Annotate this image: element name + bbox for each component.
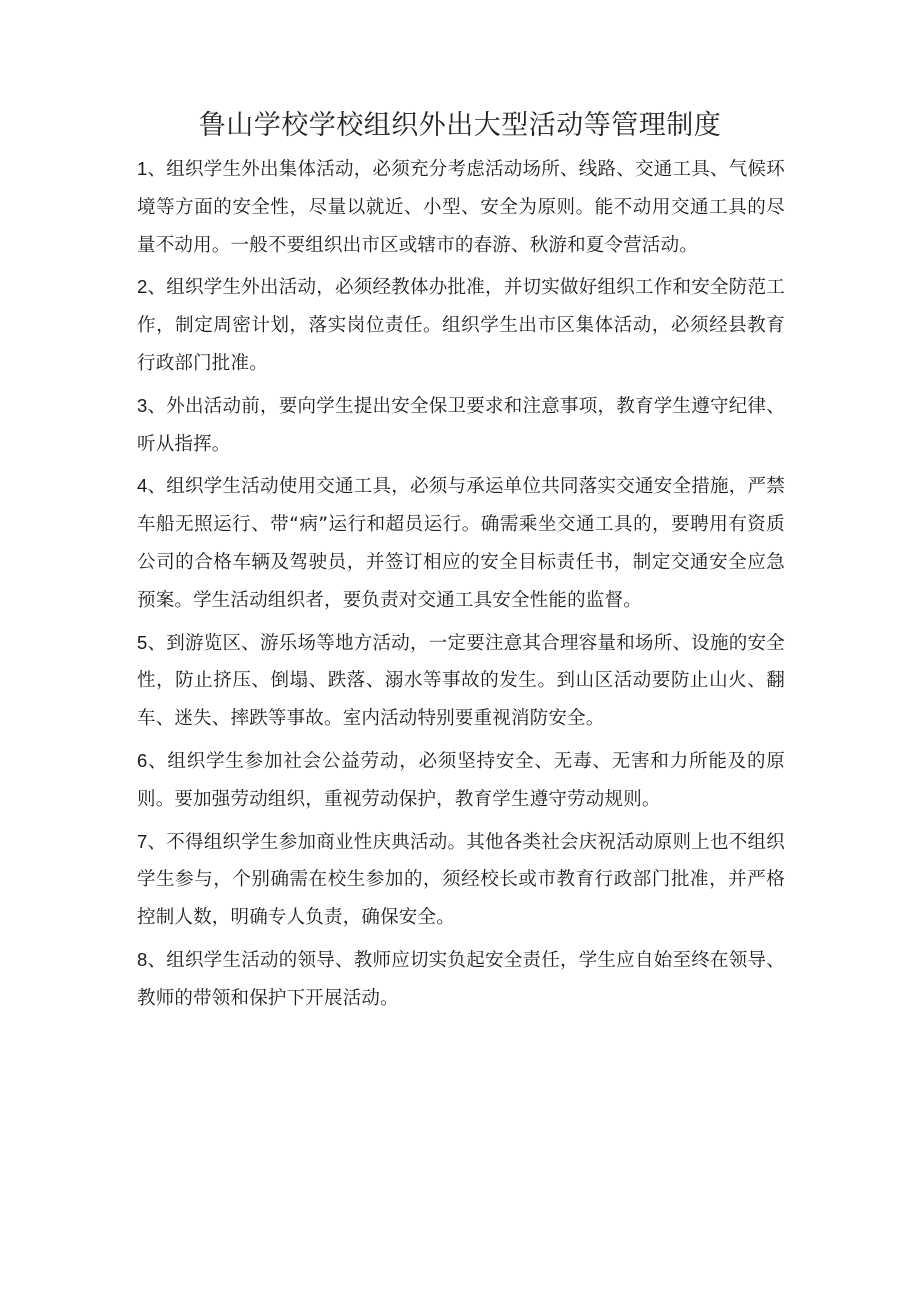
rule-text: 、到游览区、游乐场等地方活动，一定要注意其合理容量和场所、设施的安全性，防止挤压、倒塌、跌落、溺水等事故的发生。到山区活动要防止山火、翻车、迷失、摔跌等事故。室内活动特别要重视消防安全。 <box>137 632 785 730</box>
rule-text: 、外出活动前，要向学生提出安全保卫要求和注意事项，教育学生遵守纪律、听从指挥。 <box>137 395 785 455</box>
rule-text: 、组织学生活动使用交通工具，必须与承运单位共同落实交通安全措施，严禁车船无照运行、带“病”运行和超员运行。确需乘坐交通工具的，要聘用有资质公司的合格车辆及驾驶员，并签订相应的安全目标责任书，制定交通安全应急预案。学生活动组织者，要负责对交通工具安全性能的监督。 <box>137 476 785 611</box>
rule-item-7 <box>137 823 785 937</box>
rule-item-8 <box>137 941 785 1018</box>
document-body <box>137 150 785 1022</box>
rule-text: 、组织学生参加社会公益劳动，必须坚持安全、无毒、无害和力所能及的原则。要加强劳动组织，重视劳动保护，教育学生遵守劳动规则。 <box>137 750 785 810</box>
rule-number: 3 <box>137 394 148 416</box>
rule-number: 8 <box>137 948 148 970</box>
rule-number: 7 <box>137 830 148 852</box>
rule-number: 5 <box>137 631 148 653</box>
rule-text: 、组织学生活动的领导、教师应切实负起安全责任，学生应自始至终在领导、教师的带领和保护下开展活动。 <box>137 949 785 1009</box>
rule-item-1 <box>137 150 785 264</box>
document-title: 鲁山学校学校组织外出大型活动等管理制度 <box>198 110 722 141</box>
rule-text: 、组织学生外出活动，必须经教体办批准，并切实做好组织工作和安全防范工作，制定周密计划，落实岗位责任。组织学生出市区集体活动，必须经县教育行政部门批准。 <box>137 277 785 374</box>
rule-text: 、组织学生外出集体活动，必须充分考虑活动场所、线路、交通工具、气候环境等方面的安全性，尽量以就近、小型、安全为原则。能不动用交通工具的尽量不动用。一般不要组织出市区或辖市的春游、秋游和夏令营活动。 <box>137 159 785 256</box>
rule-item-5 <box>137 624 785 738</box>
rule-number: 4 <box>137 475 148 497</box>
rule-item-6 <box>137 742 785 819</box>
rule-item-3 <box>137 387 785 464</box>
rule-number: 1 <box>137 158 148 179</box>
rule-number: 2 <box>137 276 148 298</box>
rule-item-4 <box>137 467 785 619</box>
rule-item-2 <box>137 268 785 382</box>
rule-text: 、不得组织学生参加商业性庆典活动。其他各类社会庆祝活动原则上也不组织学生参与，个别确需在校生参加的，须经校长或市教育行政部门批准，并严格控制人数，明确专人负责，确保安全。 <box>137 831 785 929</box>
rule-number: 6 <box>137 749 148 771</box>
